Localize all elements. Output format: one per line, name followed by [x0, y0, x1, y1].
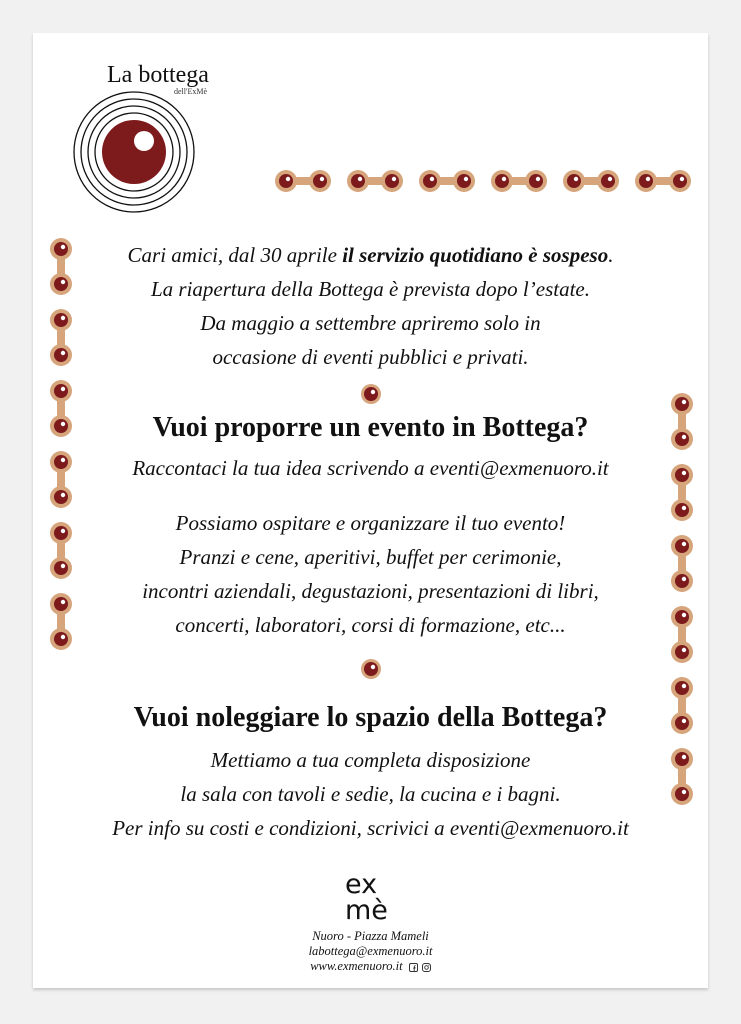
logo-title: La bottega	[107, 62, 209, 88]
concentric-circles-logo-icon	[72, 90, 196, 214]
event-para-1: Possiamo ospitare e organizzare il tuo evento!	[175, 511, 566, 535]
facebook-icon[interactable]	[409, 963, 418, 972]
intro-line-4: occasione di eventi pubblici e privati.	[212, 345, 529, 369]
event-heading: Vuoi proporre un evento in Bottega?	[152, 412, 589, 443]
event-description	[33, 506, 708, 642]
intro-line-2: La riapertura della Bottega è prevista dopo l’estate.	[150, 277, 590, 301]
svg-text:mè: mè	[345, 895, 388, 923]
separator-dot-icon	[360, 383, 382, 405]
footer-website[interactable]: www.exmenuoro.it	[310, 959, 403, 973]
footer-email[interactable]: labottega@exmenuoro.it	[308, 944, 433, 958]
exme-logo-icon	[343, 871, 399, 923]
event-subline: Raccontaci la tua idea scrivendo a eventi@exmenuoro.it	[132, 456, 609, 480]
logo-subtitle: dell'ExMè	[174, 87, 207, 96]
rent-line-2: la sala con tavoli e sedie, la cucina e i bagni.	[180, 782, 561, 806]
rent-line-1: Mettiamo a tua completa disposizione	[210, 748, 531, 772]
footer-address: Nuoro - Piazza Mameli	[312, 929, 429, 943]
event-para-3: incontri aziendali, degustazioni, presentazioni di libri,	[142, 579, 599, 603]
exme-logo	[343, 871, 399, 928]
rent-heading: Vuoi noleggiare lo spazio della Bottega?	[133, 702, 608, 733]
intro-line-3: Da maggio a settembre apriremo solo in	[200, 311, 541, 335]
intro-bold-notice: il servizio quotidiano è sospeso	[342, 243, 609, 267]
rent-description	[33, 743, 708, 845]
rent-line-3: Per info su costi e condizioni, scrivici a eventi@exmenuoro.it	[112, 816, 629, 840]
intro-text	[33, 238, 708, 374]
top-dumbbell-row	[270, 165, 700, 197]
footer-contact	[33, 929, 708, 974]
footer-website-row	[33, 959, 708, 974]
event-para-4: concerti, laboratori, corsi di formazione, etc...	[175, 613, 566, 637]
intro-line-1: Cari amici, dal 30 aprile il servizio quotidiano è sospeso.	[127, 243, 614, 267]
instagram-icon[interactable]	[422, 963, 431, 972]
separator-dot-icon	[360, 658, 382, 680]
event-para-2: Pranzi e cene, aperitivi, buffet per cerimonie,	[179, 545, 562, 569]
svg-text:ex: ex	[345, 871, 378, 900]
